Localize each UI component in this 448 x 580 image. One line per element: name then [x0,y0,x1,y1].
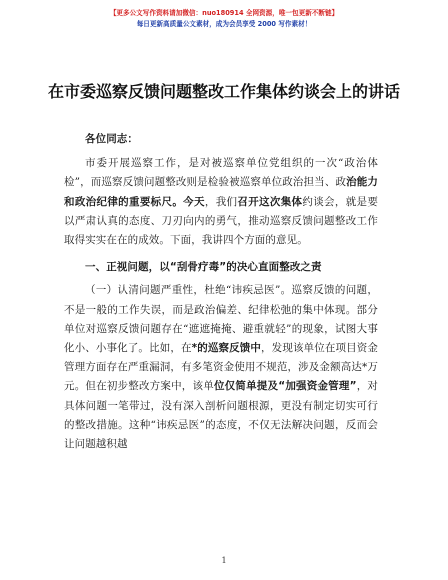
paragraph-intro [64,154,378,250]
intro-text-3: 约谈会，就是要以严肃认真的态度、刀刃向内的勇气，推动巡察反馈问题整改工作取得实实在在的成效。下面，我讲四个方面的意见。 [64,195,378,247]
document-title: 在市委巡察反馈问题整改工作集体约谈会上的讲话 [47,82,400,101]
promo-banner [0,8,448,30]
section-bold-1: *的巡察反馈中 [191,342,262,355]
section-heading-1 [64,258,378,277]
intro-bold-1: 治能力和政治纪律的重要标尺。今天 [64,176,378,208]
promo-banner-line-1: 【更多公文写作资料请加微信：nuo180914 全网资源，唯一包更新不断链】 [109,9,339,17]
heading-text-1: 一、正视问题，以 [85,261,170,274]
section-text-3: ，对具体问题一笔带过，没有深入剖析问题根源，更没有制定切实可行的整改措施。这种“讳疾忌医”的态度，不仅无法解决问题，反而会让问题越积越 [64,380,379,451]
section-text-1: （一）认清问题严重性，杜绝“讳疾忌医”。巡察反馈的问题，不是一般的工作失误，而是政治偏差、纪律松弛的集中体现。部分单位对巡察反馈问题存在“遮遮掩掩、避重就轻”的现象，试图大事化小、小事化了。比如，在 [64,284,378,355]
section-bold-2: 位仅简单提及“加强资金管理” [213,380,357,393]
salutation: 各位同志： [85,133,138,145]
heading-text-2: 的决心直面整改之责 [226,261,322,274]
intro-text-2: ，我们 [204,195,238,208]
intro-text-1: 市委开展巡察工作，是对被巡察单位党组织的一次“政治体检”，而巡察反馈问题整改则是检验被巡察单位政治担当、政 [64,157,378,189]
document-body [64,130,378,454]
intro-bold-2: 召开这次集体 [237,195,303,208]
section-text-2: ，发现该单位在项目资金管理方面存在严重漏洞，有多笔资金使用不规范，涉及金额高达*万元。但在初步整改方案中，该单 [64,342,378,393]
promo-banner-line-2: 每日更新高质量公文素材，成为会员享受 2000 写作素材！ [136,20,312,28]
heading-bold-1: “刮骨疗毒” [169,261,227,274]
paragraph-section-1-1 [64,281,378,454]
page-number: 1 [221,556,227,565]
